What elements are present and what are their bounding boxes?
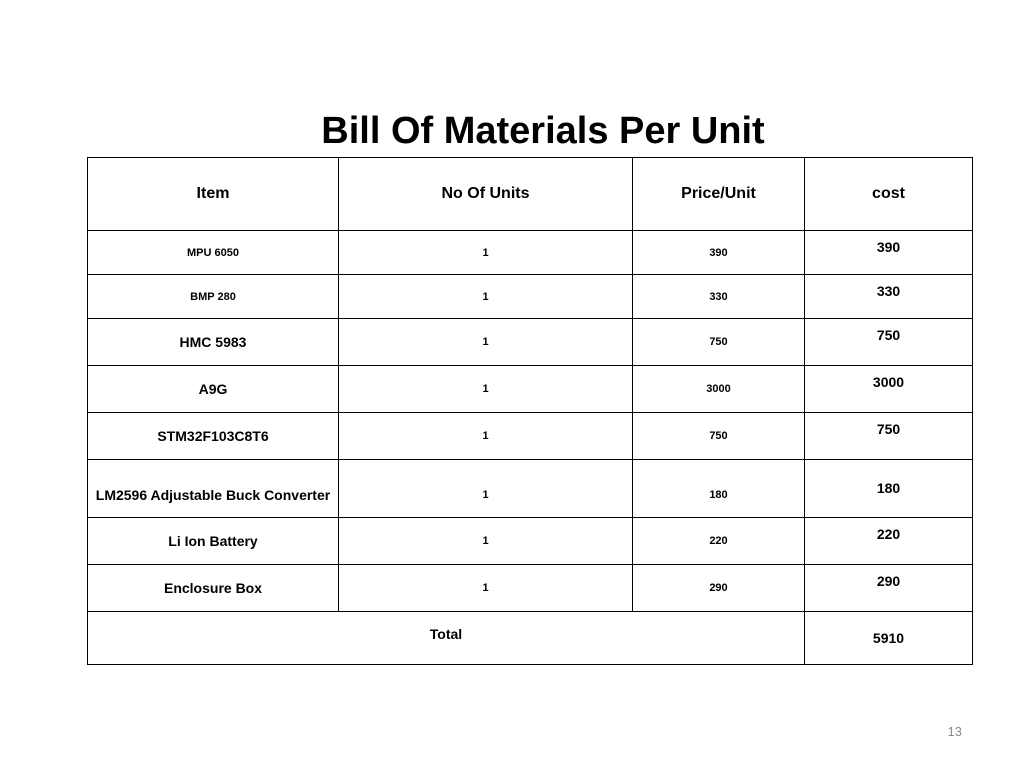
price-cell: 750 [633,413,805,460]
units-cell: 1 [339,413,633,460]
cost-cell: 330 [805,275,973,319]
price-cell: 3000 [633,366,805,413]
item-cell: Li Ion Battery [88,518,339,565]
cost-cell: 750 [805,319,973,366]
table-row [88,319,973,366]
cost-cell: 220 [805,518,973,565]
page-number: 13 [947,724,962,739]
bill-of-materials-table [87,157,973,665]
item-cell: Enclosure Box [88,565,339,612]
price-cell: 290 [633,565,805,612]
units-cell: 1 [339,565,633,612]
table-header-row [88,158,973,231]
units-cell: 1 [339,275,633,319]
table-row [88,565,973,612]
item-cell: BMP 280 [88,275,339,319]
price-cell: 330 [633,275,805,319]
table-row [88,518,973,565]
table-row [88,275,973,319]
units-cell: 1 [339,518,633,565]
column-header-price: Price/Unit [633,158,805,231]
total-value: 5910 [805,612,973,665]
table-row [88,366,973,413]
units-cell: 1 [339,366,633,413]
item-cell: LM2596 Adjustable Buck Converter [88,460,339,518]
total-row [88,612,973,665]
column-header-item: Item [88,158,339,231]
cost-cell: 390 [805,231,973,275]
units-cell: 1 [339,460,633,518]
cost-cell: 180 [805,460,973,518]
cost-cell: 290 [805,565,973,612]
cost-cell: 750 [805,413,973,460]
total-label: Total [88,612,805,665]
price-cell: 390 [633,231,805,275]
page-title: Bill Of Materials Per Unit [321,110,765,152]
column-header-units: No Of Units [339,158,633,231]
table-row [88,413,973,460]
price-cell: 750 [633,319,805,366]
item-cell: STM32F103C8T6 [88,413,339,460]
units-cell: 1 [339,319,633,366]
item-cell: MPU 6050 [88,231,339,275]
price-cell: 180 [633,460,805,518]
table-row [88,460,973,518]
column-header-cost: cost [805,158,973,231]
price-cell: 220 [633,518,805,565]
item-cell: HMC 5983 [88,319,339,366]
table-row [88,231,973,275]
item-cell: A9G [88,366,339,413]
cost-cell: 3000 [805,366,973,413]
units-cell: 1 [339,231,633,275]
